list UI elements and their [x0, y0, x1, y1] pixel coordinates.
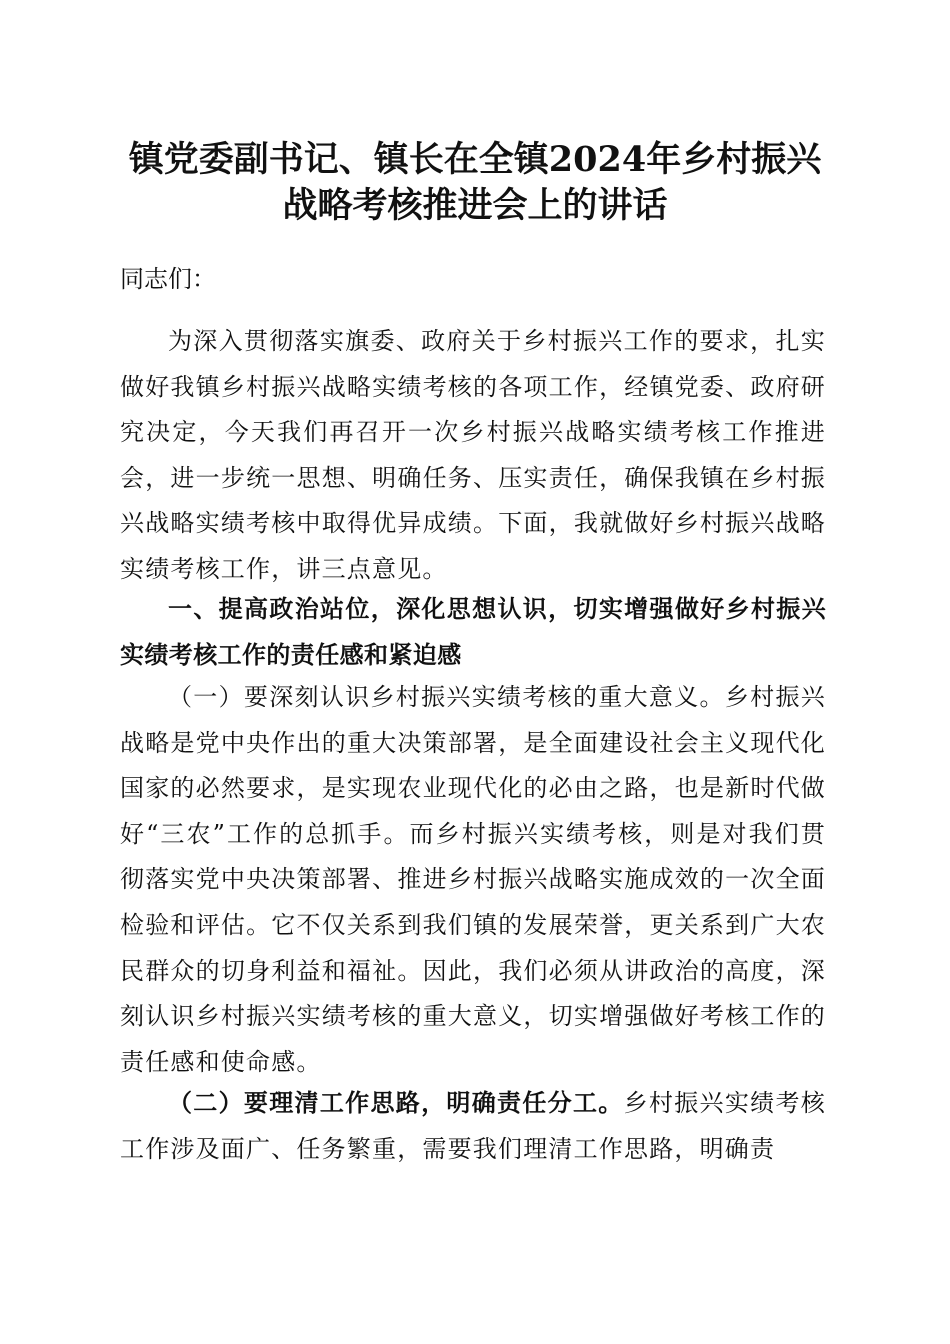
intro-paragraph: 为深入贯彻落实旗委、政府关于乡村振兴工作的要求，扎实做好我镇乡村振兴战略实绩考核的各项工作，经镇党委、政府研究决定，今天我们再召开一次乡村振兴战略实绩考核工作推进会，进一步统一思想、明确任务、压实责任，确保我镇在乡村振兴战略实绩考核中取得优异成绩。下面，我就做好乡村振兴战略实绩考核工作，讲三点意见。 [120, 327, 826, 583]
subsection-2-body: 乡村振兴实绩考核工作涉及面广、任务繁重，需要我们理清工作思路，明确责 [120, 1089, 826, 1163]
subsection-2-lead: （二）要理清工作思路，明确责任分工。 [168, 1088, 624, 1117]
document-title-line-1: 镇党委副书记、镇长在全镇2024年乡村振兴 [128, 139, 822, 180]
section-1-heading: 一、提高政治站位，深化思想认识，切实增强做好乡村振兴实绩考核工作的责任感和紧迫感 [120, 595, 826, 669]
subsection-1-paragraph [120, 675, 826, 1085]
greeting: 同志们： [120, 265, 216, 293]
subsection-1-lead: （一）要深刻认识乡村振兴实绩考核的重大意义。 [168, 683, 725, 711]
subsection-2-paragraph [120, 1080, 826, 1172]
document-title-line-2: 战略考核推进会上的讲话 [282, 185, 668, 226]
subsection-1-body: 乡村振兴战略是党中央作出的重大决策部署，是全面建设社会主义现代化国家的必然要求，是实现农业现代化的必由之路，也是新时代做好“三农”工作的总抓手。而乡村振兴实绩考核，则是对我们贯彻落实党中央决策部署、推进乡村振兴战略实施成效的一次全面检验和评估。它不仅关系到我们镇的发展荣誉，更关系到广大农民群众的切身利益和福祉。因此，我们必须从讲政治的高度，深刻认识乡村振兴实绩考核的重大意义，切实增强做好考核工作的责任感和使命感。 [120, 683, 826, 1076]
